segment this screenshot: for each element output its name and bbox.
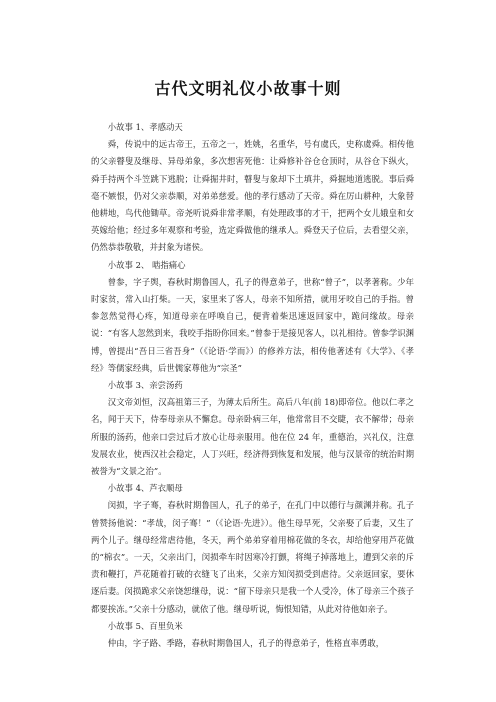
story-3-heading: 小故事 3、亲尝汤药: [107, 380, 183, 391]
story-1-text: 舜，传说中的远古帝王，五帝之一，姓姚，名重华，号有虞氏，史称虞舜。相传他的父亲瞽叟及继母、异母弟象，多次想害死他：让舜修补谷仓仓顶时，从谷仓下纵火，舜手持两个斗笠跳下逃脱；让舜掘井时，瞽叟与象却下土填井，舜掘地道逃脱。事后舜毫不嫉恨，仍对父亲恭顺，对弟弟慈爱。他的孝行感动了天帝。舜在厉山耕种，大象替他耕地，鸟代他锄草。帝尧听说舜非常孝顺，有处理政事的才干，把两个女儿娥皇和女英嫁给他；经过多年观察和考验，选定舜做他的继承人。舜登天子位后，去看望父亲，仍然恭恭敬敬，并封象为诸侯。: [91, 139, 414, 253]
story-3-text: 汉文帝刘恒，汉高祖第三子，为薄太后所生。高后八年(前 18)即帝位。他以仁孝之名，闻于天下，侍奉母亲从不懈怠。母亲卧病三年，他常常目不交睫，衣不解带；母亲所服的汤药，他亲口尝过后才放心让母亲服用。他在位 24 年，重德治，兴礼仪，注意发展农业，使西汉社会稳定，人丁兴旺，经济得到恢复和发展，他与汉景帝的统治时期被誉为“文景之治”。: [91, 397, 414, 477]
document-body: [91, 119, 414, 652]
story-4-text: 闵损，字子骞，春秋时期鲁国人，孔子的弟子，在孔门中以德行与颜渊并称。孔子曾赞扬他说：“孝哉，闵子骞！”（《论语·先进》）。他生母早死，父亲娶了后妻，又生了两个儿子。继母经常虐待他，冬天，两个弟弟穿着用棉花做的冬衣，却给他穿用芦花做的“棉衣”。一天，父亲出门，闵损牵车时因寒冷打颤，将绳子掉落地上，遭到父亲的斥责和鞭打，芦花随着打破的衣缝飞了出来，父亲方知闵损受到虐待。父亲返回家，要休逐后妻。闵损跪求父亲饶恕继母，说：“留下母亲只是我一个人受冷，休了母亲三个孩子都要挨冻。”父亲十分感动，就依了他。继母听说，悔恨知错，从此对待他如亲子。: [91, 500, 414, 614]
document-title: 古代文明礼仪小故事十则: [154, 79, 342, 98]
story-5-text: 仲由，字子路、季路，春秋时期鲁国人，孔子的得意弟子，性格直率勇敢，: [107, 638, 385, 649]
story-2-heading: 小故事 2、 啮指痛心: [107, 259, 186, 270]
story-2-text: 曾参，字子舆，春秋时期鲁国人，孔子的得意弟子，世称“曾子”，以孝著称。少年时家贫，常入山打柴。一天，家里来了客人，母亲不知所措，就用牙咬自己的手指。曾参忽然觉得心疼，知道母亲在呼唤自己，便背着柴迅速返回家中，跪问缘故。母亲说：“有客人忽然到来，我咬手指盼你回来。”曾参于是接见客人，以礼相待。曾参学识渊博，曾提出“吾日三省吾身”（《论语·学而》）的修养方法，相传他著述有《大学》、《孝经》等儒家经典，后世儒家尊他为“宗圣”: [91, 276, 414, 373]
story-5-heading: 小故事 5、百里负米: [107, 620, 183, 631]
story-4-heading: 小故事 4、芦衣顺母: [107, 483, 183, 494]
story-1-heading: 小故事 1、孝感动天: [107, 122, 183, 132]
